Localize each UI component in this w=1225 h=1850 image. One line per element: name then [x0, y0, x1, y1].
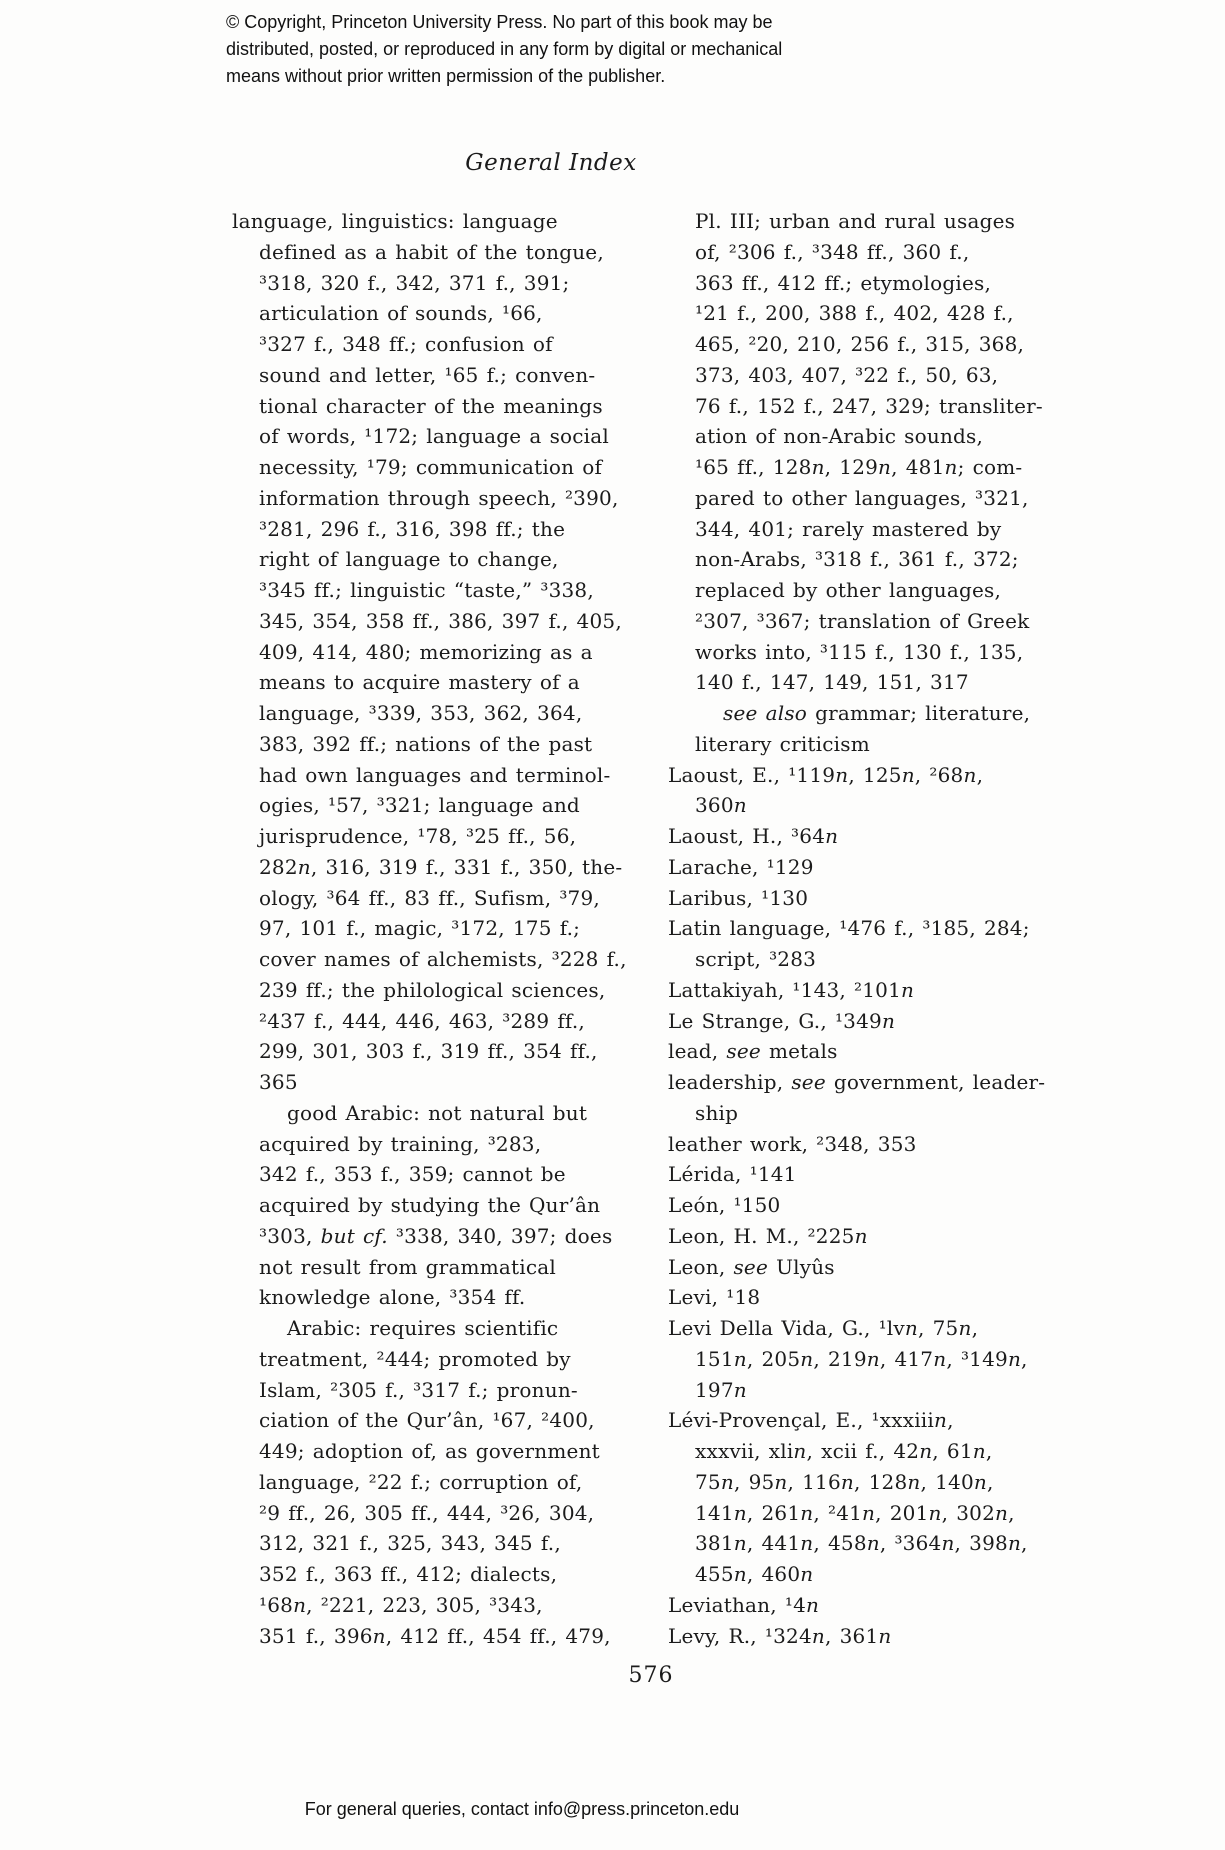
- text-segment: of words, ¹172; language a social: [259, 424, 609, 449]
- text-segment: necessity, ¹79; communication of: [259, 455, 603, 479]
- text-segment: see also: [723, 701, 808, 725]
- text-segment: ¹68: [259, 1592, 294, 1617]
- text-segment: n: [995, 1500, 1009, 1525]
- index-line: [259, 452, 668, 483]
- text-segment: n: [878, 1623, 892, 1648]
- index-line: [259, 913, 668, 944]
- text-segment: n: [733, 1346, 747, 1371]
- index-line: [695, 1375, 1104, 1406]
- text-segment: n: [901, 762, 915, 787]
- index-line: [695, 606, 1104, 637]
- text-segment: ,: [1021, 1346, 1028, 1371]
- index-line: [695, 483, 1104, 514]
- text-segment: n: [854, 1223, 868, 1248]
- index-line: [695, 1498, 1104, 1529]
- text-segment: 282: [259, 854, 298, 879]
- text-segment: , ²41: [813, 1500, 863, 1525]
- index-line: [259, 1159, 668, 1190]
- text-segment: n: [878, 455, 892, 479]
- index-line: [259, 1590, 668, 1621]
- text-segment: see: [726, 1039, 761, 1064]
- text-segment: ³338, 340, 397; does: [387, 1223, 613, 1248]
- text-segment: n: [811, 455, 825, 479]
- text-segment: acquired by training, ³283,: [259, 1131, 542, 1156]
- index-line: [695, 514, 1104, 545]
- text-segment: leadership,: [668, 1070, 792, 1094]
- index-line: [668, 760, 1104, 791]
- index-line: [259, 1190, 668, 1221]
- text-segment: 197: [695, 1377, 734, 1402]
- text-segment: ²437 f., 444, 446, 463, ³289 ff.,: [259, 1008, 585, 1033]
- text-segment: ,: [1008, 1500, 1015, 1525]
- text-segment: n: [800, 1531, 814, 1556]
- text-segment: ,: [1021, 1531, 1028, 1556]
- text-segment: jurisprudence, ¹78, ³25 ff., 56,: [259, 824, 577, 848]
- text-segment: Le Strange, G., ¹349: [668, 1008, 882, 1033]
- text-segment: n: [963, 762, 977, 787]
- index-line: [259, 1252, 668, 1283]
- text-segment: ogies, ¹57, ³321; language and: [259, 793, 580, 818]
- index-line: [259, 575, 668, 606]
- index-line: [259, 698, 668, 729]
- index-line: [259, 606, 668, 637]
- text-segment: Levi Della Vida, G., ¹lv: [668, 1316, 905, 1340]
- index-line: [259, 729, 668, 760]
- copyright-line: distributed, posted, or reproduced in any form by digital or mechanical: [226, 39, 783, 59]
- text-segment: n: [800, 1562, 814, 1586]
- text-segment: defined as a habit of the tongue,: [259, 239, 604, 264]
- text-segment: grammar; literature,: [807, 701, 1031, 725]
- text-segment: n: [372, 1623, 386, 1648]
- index-line: [695, 391, 1104, 422]
- index-line: [695, 544, 1104, 575]
- text-segment: replaced by other languages,: [695, 578, 1002, 602]
- index-line: [695, 360, 1104, 391]
- text-segment: , 140: [920, 1469, 974, 1494]
- text-segment: n: [774, 1469, 788, 1494]
- index-line: [668, 1282, 1104, 1313]
- footer-contact: For general queries, contact info@press.princeton.edu: [304, 1799, 740, 1819]
- text-segment: not result from grammatical: [259, 1254, 556, 1279]
- text-segment: 239 ff.; the philological sciences,: [259, 977, 606, 1002]
- text-segment: ; com-: [957, 455, 1023, 479]
- text-segment: , 128: [854, 1469, 908, 1494]
- text-segment: , 75: [918, 1316, 959, 1340]
- text-segment: , 201: [875, 1500, 929, 1525]
- index-line: [668, 1590, 1104, 1621]
- index-line: [723, 698, 1104, 729]
- index-line: [695, 667, 1104, 698]
- text-segment: n: [866, 1531, 880, 1556]
- text-segment: see: [791, 1070, 826, 1094]
- text-segment: , 61: [932, 1439, 973, 1463]
- index-line: [668, 1129, 1104, 1160]
- text-segment: , 116: [787, 1469, 841, 1494]
- text-segment: Latin language, ¹476 f., ³185, 284;: [668, 916, 1030, 941]
- index-line: [259, 268, 668, 299]
- index-line: [668, 1621, 1104, 1652]
- text-segment: , ²221, 223, 305, ³343,: [306, 1592, 543, 1617]
- index-line: [259, 1067, 668, 1098]
- text-segment: ³318, 320 f., 342, 371 f., 391;: [259, 270, 570, 295]
- text-segment: 455: [695, 1562, 734, 1586]
- text-segment: , 219: [813, 1346, 867, 1371]
- text-segment: n: [934, 1408, 948, 1433]
- index-line: [287, 1313, 668, 1344]
- text-segment: 76 f., 152 f., 247, 329; transliter-: [695, 393, 1043, 418]
- index-line: [259, 1129, 668, 1160]
- index-line: [259, 483, 668, 514]
- text-segment: León, ¹150: [668, 1193, 781, 1217]
- index-line: [695, 575, 1104, 606]
- text-segment: 312, 321 f., 325, 343, 345 f.,: [259, 1531, 561, 1556]
- text-segment: lead,: [668, 1039, 727, 1064]
- text-segment: 352 f., 363 ff., 412; dialects,: [259, 1562, 558, 1586]
- text-segment: Lévi-Provençal, E., ¹xxxiii: [668, 1408, 934, 1433]
- text-segment: non-Arabs, ³318 f., 361 f., 372;: [695, 547, 1019, 572]
- text-segment: means to acquire mastery of a: [259, 670, 580, 695]
- text-segment: n: [733, 1531, 747, 1556]
- text-segment: ¹65 ff., 128: [695, 455, 812, 479]
- text-segment: 97, 101 f., magic, ³172, 175 f.;: [259, 916, 581, 941]
- text-segment: , 261: [746, 1500, 801, 1525]
- index-line: [259, 1375, 668, 1406]
- index-line: [259, 1344, 668, 1375]
- text-segment: , 361: [825, 1623, 879, 1648]
- index-line: [259, 360, 668, 391]
- index-line: [668, 1313, 1104, 1344]
- text-segment: , 481: [891, 455, 945, 479]
- index-line: [259, 1036, 668, 1067]
- index-line: [695, 452, 1104, 483]
- text-segment: ²307, ³367; translation of Greek: [695, 608, 1030, 633]
- index-line: [259, 1006, 668, 1037]
- index-line: [695, 1098, 1104, 1129]
- index-line: [259, 514, 668, 545]
- text-segment: literary criticism: [695, 731, 870, 756]
- text-segment: n: [835, 762, 849, 787]
- copyright-notice: [226, 9, 782, 90]
- text-segment: n: [733, 1377, 747, 1402]
- text-segment: , xcii f., 42: [806, 1439, 920, 1463]
- text-segment: 373, 403, 407, ³22 f., 50, 63,: [695, 362, 999, 387]
- text-segment: 381: [695, 1531, 734, 1556]
- text-segment: n: [811, 1623, 825, 1648]
- index-line: [695, 1436, 1104, 1467]
- text-segment: language, ³339, 353, 362, 364,: [259, 701, 583, 725]
- text-segment: , 125: [848, 762, 902, 787]
- text-segment: 140 f., 147, 149, 151, 317: [695, 670, 969, 695]
- index-line: [259, 421, 668, 452]
- index-line: [259, 298, 668, 329]
- index-line: [668, 852, 1104, 883]
- index-line: [259, 790, 668, 821]
- index-line: [259, 852, 668, 883]
- index-line: [259, 1436, 668, 1467]
- text-segment: n: [972, 1439, 986, 1463]
- text-segment: leather work, ²348, 353: [668, 1131, 917, 1156]
- text-segment: n: [293, 1592, 307, 1617]
- index-line: [259, 1528, 668, 1559]
- text-segment: n: [733, 1500, 747, 1525]
- text-segment: , 417: [879, 1346, 934, 1371]
- index-line: [695, 944, 1104, 975]
- index-line: [668, 1252, 1104, 1283]
- index-line: [695, 1344, 1104, 1375]
- text-segment: n: [793, 1439, 807, 1463]
- index-line: [259, 1282, 668, 1313]
- index-line: [695, 637, 1104, 668]
- text-segment: ¹21 f., 200, 388 f., 402, 428 f.,: [695, 301, 1014, 326]
- index-line: [668, 1221, 1104, 1252]
- index-line: [259, 544, 668, 575]
- text-segment: works into, ³115 f., 130 f., 135,: [695, 639, 1024, 664]
- text-segment: right of language to change,: [259, 547, 559, 572]
- text-segment: n: [1007, 1346, 1022, 1371]
- text-segment: 383, 392 ff.; nations of the past: [259, 731, 593, 756]
- index-line: [695, 421, 1104, 452]
- text-segment: 449; adoption of, as government: [259, 1439, 600, 1463]
- index-column-left: [232, 206, 668, 1651]
- text-segment: ciation of the Qur’ân, ¹67, ²400,: [259, 1408, 595, 1433]
- text-segment: , 205: [746, 1346, 801, 1371]
- index-line: [695, 237, 1104, 268]
- text-segment: Larache, ¹129: [668, 854, 814, 879]
- index-line: [259, 760, 668, 791]
- text-segment: , 95: [733, 1469, 775, 1494]
- text-segment: articulation of sounds, ¹66,: [259, 301, 543, 326]
- index-line: [259, 821, 668, 852]
- text-segment: n: [720, 1469, 734, 1494]
- text-segment: 365: [259, 1070, 298, 1094]
- text-segment: , ²68: [914, 762, 964, 787]
- index-line: [668, 975, 1104, 1006]
- index-line: [259, 883, 668, 914]
- text-segment: Islam, ²305 f., ³317 f.; pronun-: [259, 1377, 578, 1402]
- text-segment: xxxvii, xli: [695, 1439, 794, 1463]
- text-segment: of, ²306 f., ³348 ff., 360 f.,: [695, 239, 970, 264]
- text-segment: , 458: [813, 1531, 867, 1556]
- text-segment: Lattakiyah, ¹143, ²101: [668, 977, 902, 1002]
- copyright-line: © Copyright, Princeton University Press. No part of this book may be: [226, 12, 773, 32]
- text-segment: good Arabic: not natural but: [287, 1100, 588, 1125]
- text-segment: n: [904, 1316, 918, 1340]
- index-line: [695, 329, 1104, 360]
- text-segment: n: [800, 1500, 814, 1525]
- text-segment: ,: [947, 1408, 954, 1433]
- index-line: [695, 729, 1104, 760]
- text-segment: see: [733, 1254, 769, 1279]
- text-segment: n: [800, 1346, 814, 1371]
- text-segment: language, linguistics: language: [232, 209, 558, 233]
- text-segment: ,: [986, 1469, 994, 1494]
- text-segment: Levy, R., ¹324: [668, 1623, 812, 1648]
- text-segment: acquired by studying the Qur’ân: [259, 1193, 601, 1217]
- text-segment: n: [907, 1469, 921, 1494]
- index-line: [668, 883, 1104, 914]
- index-line: [287, 1098, 668, 1129]
- index-line: [668, 1159, 1104, 1190]
- index-column-right: [668, 206, 1104, 1651]
- text-segment: ²9 ff., 26, 305 ff., 444, ³26, 304,: [259, 1500, 595, 1525]
- text-segment: had own languages and terminol-: [259, 762, 611, 787]
- index-line: [668, 821, 1104, 852]
- text-segment: ,: [976, 762, 984, 787]
- text-segment: n: [933, 1346, 947, 1371]
- index-line: [668, 913, 1104, 944]
- text-segment: Levi, ¹18: [668, 1285, 761, 1310]
- text-segment: 75: [695, 1469, 721, 1494]
- text-segment: n: [944, 455, 958, 479]
- text-segment: 141: [695, 1500, 734, 1525]
- text-segment: , 412 ff., 454 ff., 479,: [385, 1623, 611, 1648]
- text-segment: ation of non-Arabic sounds,: [695, 424, 984, 449]
- copyright-line: means without prior written permission of the publisher.: [226, 66, 666, 86]
- text-segment: treatment, ²444; promoted by: [259, 1346, 571, 1371]
- text-segment: Laoust, E., ¹119: [668, 762, 836, 787]
- text-segment: sound and letter, ¹65 f.; conven-: [259, 362, 596, 387]
- text-segment: 299, 301, 303 f., 319 ff., 354 ff.,: [259, 1039, 598, 1064]
- index-line: [668, 1036, 1104, 1067]
- index-line: [259, 237, 668, 268]
- index-line: [259, 329, 668, 360]
- text-segment: Arabic: requires scientific: [287, 1316, 559, 1340]
- text-segment: 344, 401; rarely mastered by: [695, 516, 1002, 541]
- text-segment: information through speech, ²390,: [259, 485, 619, 510]
- text-segment: n: [733, 793, 747, 818]
- index-line: [668, 1190, 1104, 1221]
- text-segment: ,: [971, 1316, 979, 1340]
- text-segment: n: [297, 854, 311, 879]
- text-segment: cover names of alchemists, ³228 f.,: [259, 947, 627, 971]
- text-segment: 360: [695, 793, 734, 818]
- index-line: [259, 1559, 668, 1590]
- text-segment: n: [866, 1346, 880, 1371]
- text-segment: pared to other languages, ³321,: [695, 485, 1029, 510]
- index-line: [259, 1621, 668, 1652]
- text-segment: , 398: [954, 1531, 1008, 1556]
- index-line: [668, 1405, 1104, 1436]
- index-line: [695, 1559, 1104, 1590]
- text-segment: Laribus, ¹130: [668, 885, 809, 910]
- text-segment: , 460: [746, 1562, 801, 1586]
- text-segment: , 316, 319 f., 331 f., 350, the-: [310, 854, 623, 879]
- index-line: [695, 206, 1104, 237]
- text-segment: but cf.: [320, 1223, 388, 1248]
- text-segment: , 129: [824, 455, 879, 479]
- text-segment: Leon,: [668, 1254, 734, 1279]
- text-segment: ,: [985, 1439, 993, 1463]
- text-segment: 345, 354, 358 ff., 386, 397 f., 405,: [259, 608, 622, 633]
- text-segment: Leon, H. M., ²225: [668, 1223, 855, 1248]
- index-line: [695, 790, 1104, 821]
- text-segment: n: [825, 824, 839, 848]
- text-segment: 363 ff., 412 ff.; etymologies,: [695, 270, 992, 295]
- index-line: [259, 975, 668, 1006]
- text-segment: ship: [695, 1100, 739, 1125]
- page-title: General Index: [465, 150, 637, 176]
- index-line: [259, 1467, 668, 1498]
- text-segment: n: [1007, 1531, 1022, 1556]
- text-segment: n: [806, 1592, 820, 1617]
- index-line: [259, 944, 668, 975]
- index-line: [259, 1221, 668, 1252]
- text-segment: Lérida, ¹141: [668, 1162, 797, 1187]
- index-line: [668, 1067, 1104, 1098]
- text-segment: ³327 f., 348 ff.; confusion of: [259, 332, 553, 356]
- index-line: [259, 637, 668, 668]
- text-segment: tional character of the meanings: [259, 393, 603, 418]
- index-line: [695, 268, 1104, 299]
- text-segment: ology, ³64 ff., 83 ff., Sufism, ³79,: [259, 885, 600, 910]
- text-segment: n: [901, 977, 915, 1002]
- text-segment: ³303,: [259, 1223, 321, 1248]
- text-segment: n: [919, 1439, 933, 1463]
- text-segment: n: [881, 1008, 896, 1033]
- text-segment: Pl. III; urban and rural usages: [695, 209, 1016, 233]
- text-segment: Ulyûs: [768, 1254, 835, 1279]
- text-segment: 351 f., 396: [259, 1623, 373, 1648]
- text-segment: knowledge alone, ³354 ff.: [259, 1285, 526, 1310]
- text-segment: n: [973, 1469, 987, 1494]
- index-line: [259, 667, 668, 698]
- text-segment: , ³149: [946, 1346, 1008, 1371]
- text-segment: Laoust, H., ³64: [668, 824, 826, 848]
- text-segment: script, ³283: [695, 947, 817, 971]
- text-segment: government, leader-: [825, 1070, 1046, 1094]
- text-segment: 409, 414, 480; memorizing as a: [259, 639, 593, 664]
- text-segment: ³281, 296 f., 316, 398 ff.; the: [259, 516, 566, 541]
- text-segment: n: [941, 1531, 955, 1556]
- text-segment: 342 f., 353 f., 359; cannot be: [259, 1162, 566, 1187]
- index-line: [695, 1467, 1104, 1498]
- index-line: [259, 1405, 668, 1436]
- text-segment: Leviathan, ¹4: [668, 1592, 807, 1617]
- text-segment: n: [928, 1500, 942, 1525]
- index-line: [259, 391, 668, 422]
- text-segment: language, ²22 f.; corruption of,: [259, 1469, 583, 1494]
- text-segment: , ³364: [879, 1531, 942, 1556]
- index-line: [668, 1006, 1104, 1037]
- index-line: [695, 298, 1104, 329]
- text-segment: , 302: [941, 1500, 996, 1525]
- text-segment: n: [840, 1469, 854, 1494]
- text-segment: n: [862, 1500, 876, 1525]
- text-segment: 151: [695, 1346, 734, 1371]
- text-segment: n: [958, 1316, 972, 1340]
- index-line: [259, 1498, 668, 1529]
- index-line: [695, 1528, 1104, 1559]
- text-segment: metals: [760, 1039, 838, 1064]
- text-segment: , 441: [746, 1531, 801, 1556]
- index-line: [232, 206, 668, 237]
- text-segment: 465, ²20, 210, 256 f., 315, 368,: [695, 332, 1025, 356]
- text-segment: ³345 ff.; linguistic “taste,” ³338,: [259, 578, 594, 602]
- text-segment: n: [733, 1562, 747, 1586]
- page-number: 576: [628, 1663, 674, 1688]
